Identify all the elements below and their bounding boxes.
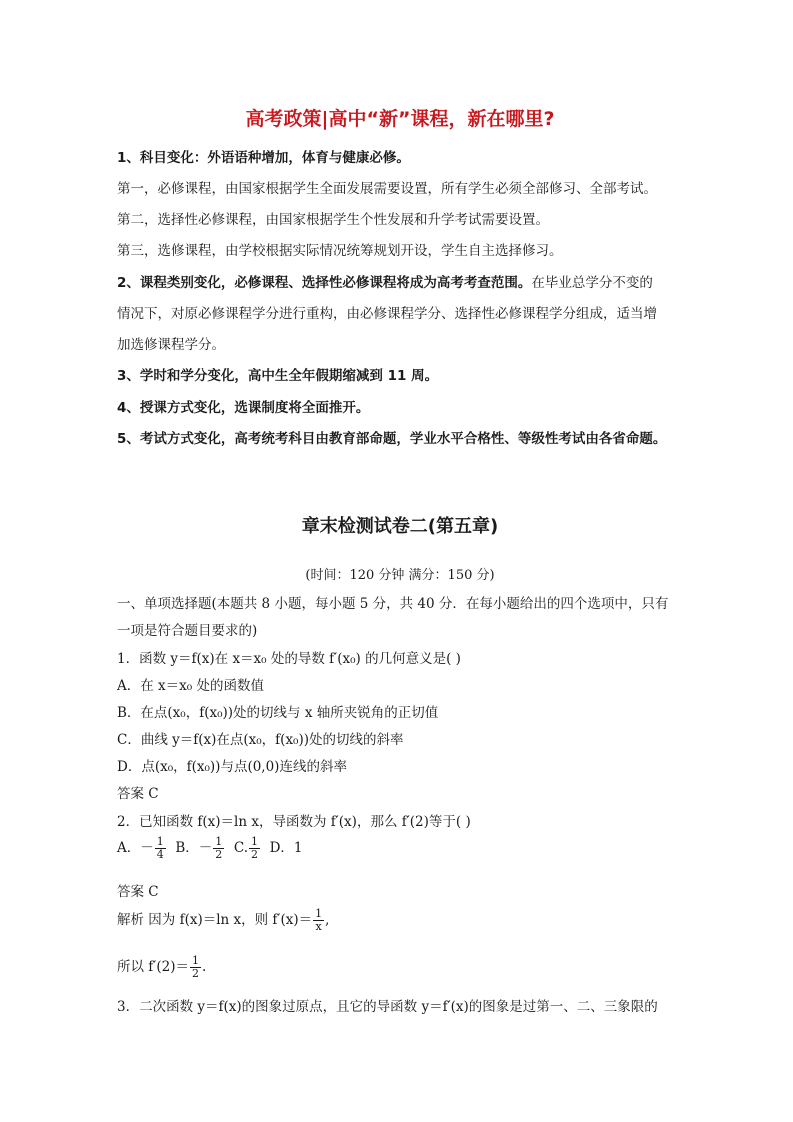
question-2-conclusion: 所以 f′(2)＝ $\frac{1}{2}$ . <box>117 954 207 980</box>
question-2-stem: 2．已知函数 f(x)＝ln x，导函数为 f′(x)，那么 f′(2)等于( ) <box>117 814 471 830</box>
policy-point-2-rest: 在毕业总学分不变的 <box>531 275 653 291</box>
question-1-option-d: D．点(x₀，f(x₀))与点(0,0)连线的斜率 <box>117 759 347 775</box>
policy-point-1-second: 第二，选择性必修课程，由国家根据学生个性发展和升学考试需要设置。 <box>117 212 549 228</box>
policy-point-2-bold: 2、课程类别变化，必修课程、选择性必修课程将成为高考考查范围。 <box>117 275 532 291</box>
fraction-one-half-result: $\frac{1}{2}$ <box>191 954 199 980</box>
policy-point-5: 5、考试方式变化，高考统考科目由教育部命题，学业水平合格性、等级性考试由各省命题。 <box>117 431 667 447</box>
fraction-one-half-b: $\frac{1}{2}$ <box>215 835 223 861</box>
option-c-label: C. <box>233 840 248 856</box>
option-d: D．1 <box>269 840 303 856</box>
policy-point-3: 3、学时和学分变化，高中生全年假期缩减到 11 周。 <box>117 368 439 384</box>
fraction-one-over-x: $\frac{1}{x}$ <box>315 907 323 933</box>
question-1-option-a: A．在 x＝x₀ 处的函数值 <box>117 678 264 694</box>
question-2-analysis: 解析 因为 f(x)＝ln x，则 f′(x)＝ $\frac{1}{x}$ , <box>117 907 330 933</box>
fraction-one-quarter: $\frac{1}{4}$ <box>156 835 164 861</box>
policy-point-1: 1、科目变化：外语语种增加，体育与健康必修。 <box>117 150 410 166</box>
policy-point-1-third: 第三，选修课程，由学校根据实际情况统筹规划开设，学生自主选择修习。 <box>117 243 563 259</box>
section-instructions-line2: 一项是符合题目要求的) <box>117 623 258 639</box>
exam-meta: (时间：120 分钟 满分：150 分) <box>305 568 495 583</box>
question-2-options <box>117 836 303 861</box>
policy-point-1-first: 第一，必修课程，由国家根据学生全面发展需要设置，所有学生必须全部修习、全部考试。 <box>117 181 657 197</box>
question-3-stem: 3．二次函数 y＝f(x)的图象过原点，且它的导函数 y＝f′(x)的图象是过第一、二、三象限的 <box>117 999 658 1015</box>
policy-point-4: 4、授课方式变化，选课制度将全面推开。 <box>117 400 370 416</box>
policy-point-2-line3: 加选修课程学分。 <box>117 337 225 353</box>
policy-title: 高考政策|高中“新”课程，新在哪里? <box>245 108 555 130</box>
question-1-option-c: C．曲线 y＝f(x)在点(x₀，f(x₀))处的切线的斜率 <box>117 732 404 748</box>
policy-point-2-line2: 情况下，对原必修课程学分进行重构，由必修课程学分、选择性必修课程学分组成，适当增 <box>117 306 657 322</box>
question-1-option-b: B．在点(x₀，f(x₀))处的切线与 x 轴所夹锐角的正切值 <box>117 705 439 721</box>
policy-point-2 <box>117 271 653 291</box>
section-instructions-line1: 一、单项选择题(本题共 8 小题，每小题 5 分，共 40 分．在每小题给出的四个选项中，只有 <box>117 596 669 612</box>
question-1-answer: 答案 C <box>117 786 159 802</box>
option-b-label: B．－ <box>175 840 213 856</box>
question-2-answer: 答案 C <box>117 884 159 900</box>
option-a-label: A．－ <box>117 840 154 856</box>
fraction-one-half-c: $\frac{1}{2}$ <box>251 835 258 861</box>
exam-title: 章末检测试卷二(第五章) <box>301 516 499 537</box>
question-1-stem: 1．函数 y＝f(x)在 x＝x₀ 处的导数 f′(x₀) 的几何意义是( ) <box>117 651 461 667</box>
